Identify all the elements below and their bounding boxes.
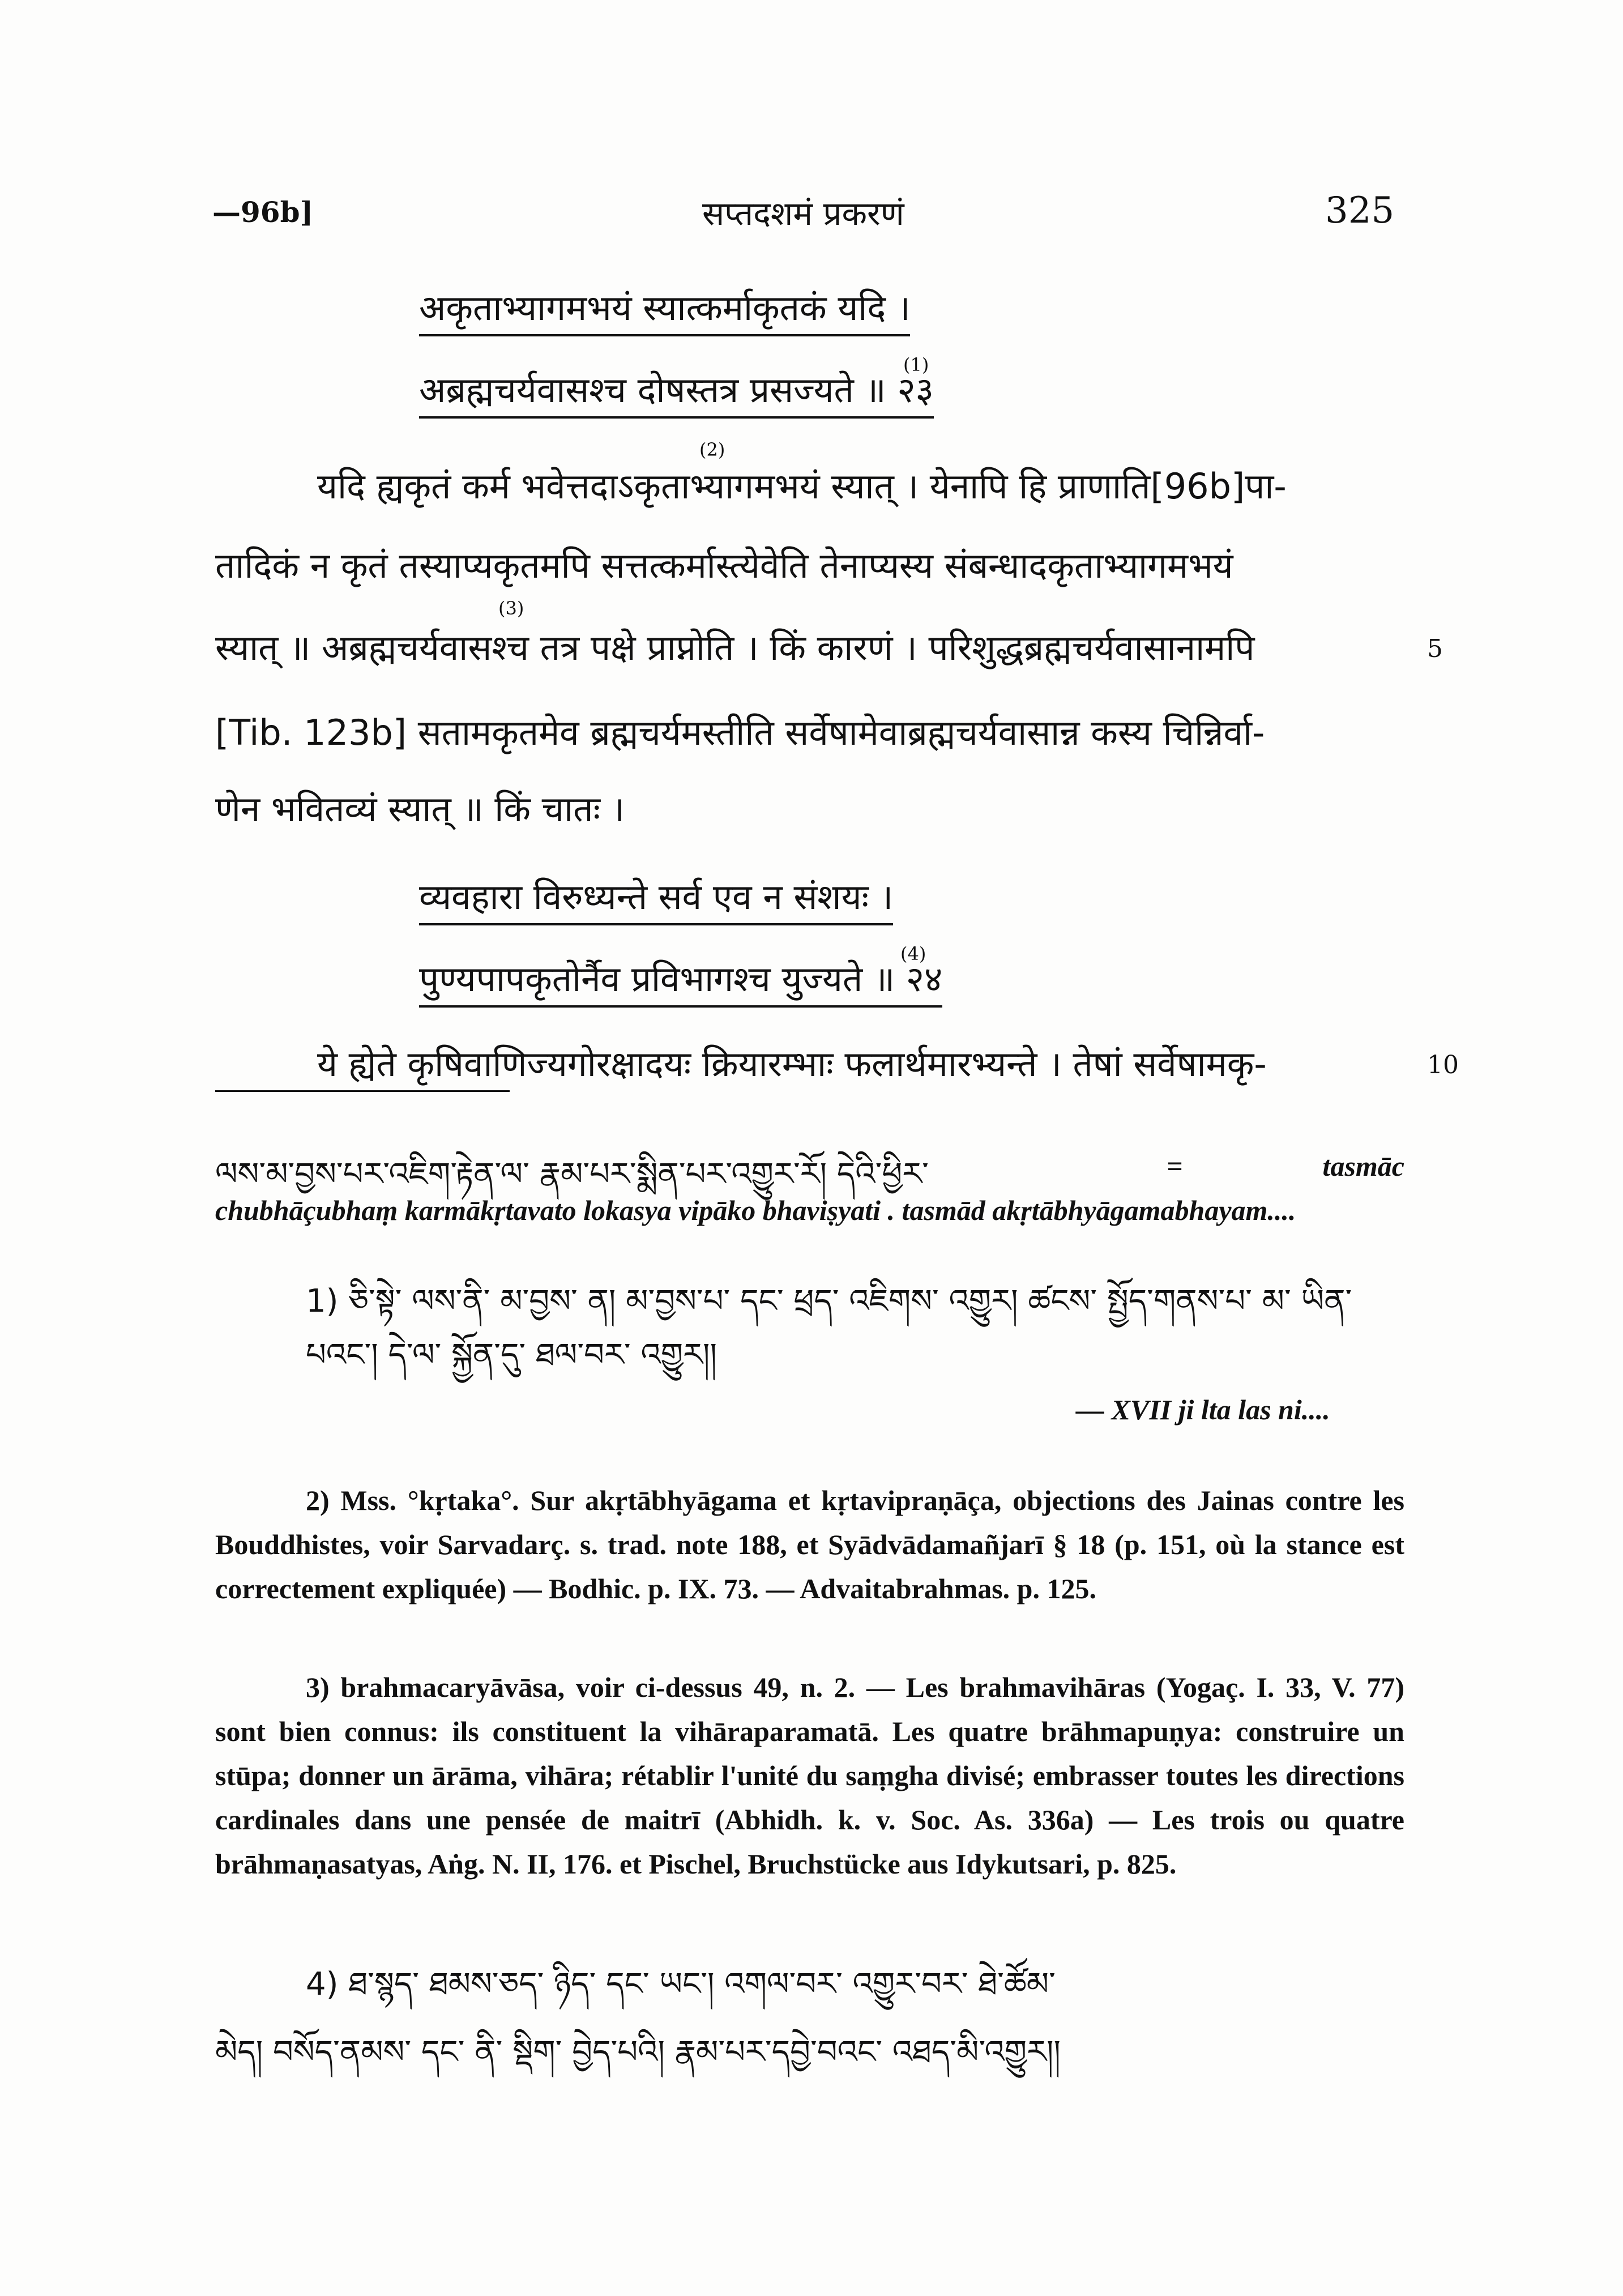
page-number: 325: [1325, 190, 1395, 232]
para-line: ये ह्येते कृषिवाणिज्यगोरक्षादयः क्रियारम्भाः फलार्थमारभ्यन्ते । तेषां सर्वेषामकृ-: [317, 1043, 1267, 1085]
footnote-1-tibetan: 1) ཅི་སྟེ་ ལས་ནི་ མ་བྱས་ ན། མ་བྱས་པ་ དང་ ཕྲད་ འཇིགས་ འགྱུར། ཚངས་ སྤྱོད་གནས་པ་ མ་ ཡིན་པའང་། དེ་ལ་ སྐྱོན་དུ་ ཐལ་བར་ འགྱུར།།: [306, 1283, 1352, 1373]
line-number: 10: [1427, 1051, 1459, 1079]
footnote-3: 3) brahmacaryāvāsa, voir ci-dessus 49, n. 2. — Les brahmavihāras (Yogaç. I. 33, V. 77) sont bien connus: ils constituent la vihāraparamatā. Les quatre brāhmapuṇya: construire un stūpa; donner un ārāma, vihāra; rétablir l'unité du saṃgha divisé; embrasser toutes les directions cardinales dans une pensée de maitrī (Abhidh. k. v. Soc. As. 336a) — Les trois ou quatre brāhmaṇasatyas, Aṅg. N. II, 176. et Pischel, Bruchstücke aus Idykutsari, p. 825.: [215, 1671, 1404, 1880]
para-line: [Tib. 123b] सतामकृतमेव ब्रह्मचर्यमस्तीति सर्वेषामेवाब्रह्मचर्यवासान्न कस्य चिन्निर्वा-: [215, 712, 1265, 753]
footnote-4-tibetan: མེད། བསོད་ནམས་ དང་ ནི་ སྡིག་ བྱེད་པའི། རྣམ་པར་དབྱེ་བའང་ འཐད་མི་འགྱུར།།: [215, 2034, 1061, 2071]
verse-24-line-2: पुण्यपापकृतोर्नैव प्रविभागश्च युज्यते ॥ २४: [419, 954, 942, 1008]
verse-23-line-2: अब्रह्मचर्यवासश्च दोषस्तत्र प्रसज्यते ॥ २३: [419, 365, 934, 419]
para-line: स्यात् ॥ अब्रह्मचर्यवासश्च तत्र पक्षे प्राप्नोति । किं कारणं । परिशुद्धब्रह्मचर्यवासानामपि: [215, 627, 1255, 668]
verse-24-line-1: व्यवहारा विरुध्यन्ते सर्व एव न संशयः ।: [419, 872, 893, 925]
para-line: तादिकं न कृतं तस्याप्यकृतमपि सत्तत्कर्मास्त्येवेति तेनाप्यस्य संबन्धादकृताभ्यागमभयं: [215, 545, 1233, 586]
footnote-4-tibetan: 4) ཐ་སྙད་ ཐམས་ཅད་ ཉིད་ དང་ ཡང་། འགལ་བར་ འགྱུར་བར་ ཐེ་ཚོམ་: [306, 1966, 1056, 2003]
footnote-1-text: — XVII ji lta las ni....: [1076, 1394, 1330, 1426]
header-folio: —96b]: [212, 195, 314, 229]
line-number: 5: [1427, 634, 1443, 663]
footnote-separator: [215, 1090, 510, 1092]
para-line: यदि ह्यकृतं कर्म भवेत्तदाऽकृताभ्यागमभयं स्यात् । येनापि हि प्राणाति[96b]पा-: [317, 466, 1287, 507]
para-line: णेन भवितव्यं स्यात् ॥ किं चातः ।: [215, 788, 625, 830]
verse-23-line-1: अकृताभ्यागमभयं स्यात्कर्माकृतकं यदि ।: [419, 283, 910, 336]
header-title: सप्तदशमं प्रकरणं: [702, 194, 904, 233]
footnote-2: 2) Mss. °kṛtaka°. Sur akṛtābhyāgama et kṛtavipraṇāça, objections des Jainas contre les Bouddhistes, voir Sarvadarç. s. trad. note 188, et Syādvādamañjarī § 18 (p. 151, où la stance est correctement expliquée) — Bodhic. p. IX. 73. — Advaitabrahmas. p. 125.: [215, 1484, 1404, 1604]
footnote-mark: (1): [903, 354, 929, 375]
footnote-mark: (4): [900, 943, 926, 965]
footnote-tibetan: ལས་མ་བྱས་པར་འཇིག་རྟེན་ལ་ རྣམ་པར་སྨིན་པར་འགྱུར་རོ། དེའི་ཕྱིར་: [215, 1156, 929, 1193]
footnote-mark: (2): [699, 439, 725, 460]
footnote-mark: (3): [498, 598, 524, 619]
footnote-text: = tasmāc chubhāçubhaṃ karmākṛtavato lokasya vipāko bhaviṣyati . tasmād akṛtābhyāgamabhayam....: [215, 1150, 1404, 1226]
